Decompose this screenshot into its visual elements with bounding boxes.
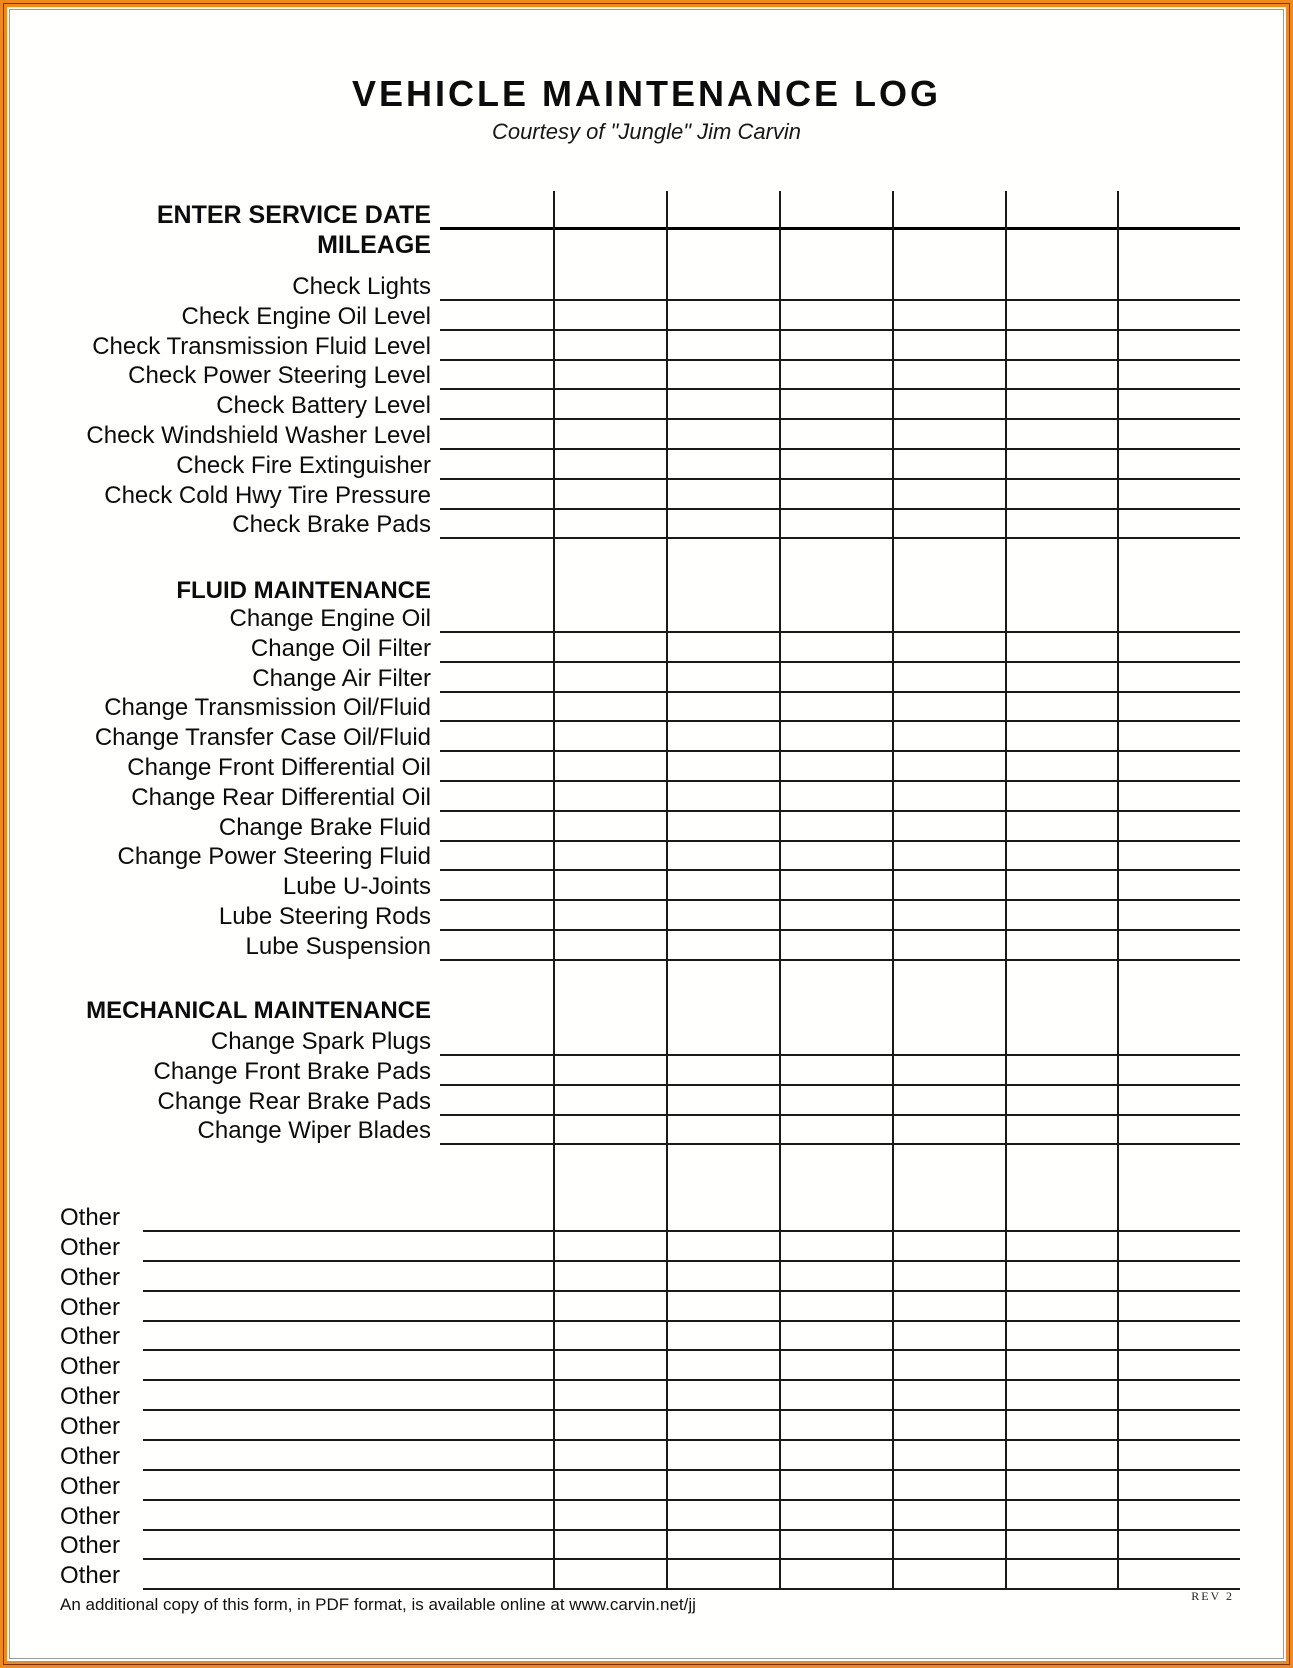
other-row	[60, 1556, 1240, 1590]
other-label: Other	[60, 1472, 121, 1500]
fluid-item-label: Lube Steering Rods	[218, 903, 431, 930]
service-date-row	[60, 196, 1240, 230]
fluid-item-label: Change Engine Oil	[229, 605, 431, 632]
other-label: Other	[60, 1233, 121, 1261]
grid-column-line	[892, 191, 894, 1590]
fluid-item-label: Change Front Differential Oil	[127, 754, 431, 781]
check-item-label: Check Battery Level	[216, 392, 431, 420]
other-label: Other	[60, 1562, 121, 1590]
section-title: FLUID MAINTENANCE	[176, 577, 431, 604]
entry-line[interactable]	[440, 959, 1240, 961]
grid-column-line	[1117, 191, 1119, 1590]
mechanical-item-label: Change Rear Brake Pads	[157, 1087, 431, 1115]
grid-column-line	[779, 191, 781, 1590]
service-date-label: ENTER SERVICE DATE	[156, 201, 431, 229]
mechanical-item-label: Change Spark Plugs	[210, 1028, 431, 1055]
check-item-label: Check Fire Extinguisher	[176, 451, 431, 479]
fluid-item-label: Lube Suspension	[245, 932, 431, 960]
entry-line[interactable]	[143, 1588, 1240, 1590]
mechanical-section-header	[60, 991, 1240, 1025]
fluid-item-label: Change Transmission Oil/Fluid	[104, 694, 431, 722]
other-label: Other	[60, 1204, 121, 1231]
check-item-label: Check Windshield Washer Level	[86, 422, 431, 449]
other-label: Other	[60, 1383, 121, 1411]
other-label: Other	[60, 1263, 121, 1291]
check-item-label: Check Brake Pads	[232, 511, 431, 539]
check-item-row	[60, 505, 1240, 539]
mechanical-item-label: Change Wiper Blades	[197, 1117, 431, 1145]
fluid-item-label: Change Oil Filter	[250, 634, 431, 662]
fluid-item-label: Change Brake Fluid	[218, 813, 431, 841]
check-item-label: Check Cold Hwy Tire Pressure	[104, 481, 431, 509]
other-label: Other	[60, 1412, 121, 1440]
mileage-label: MILEAGE	[317, 231, 431, 259]
mechanical-item-label: Change Front Brake Pads	[153, 1057, 431, 1085]
revision-label: REV 2	[1191, 1589, 1234, 1603]
other-label: Other	[60, 1502, 121, 1530]
fluid-item-label: Lube U-Joints	[282, 873, 431, 901]
entry-line[interactable]	[440, 537, 1240, 539]
other-label: Other	[60, 1323, 121, 1351]
check-item-label: Check Power Steering Level	[128, 362, 431, 390]
fluid-item-label: Change Rear Differential Oil	[131, 783, 431, 811]
check-item-label: Check Transmission Fluid Level	[92, 332, 431, 360]
check-item-label: Check Engine Oil Level	[181, 302, 431, 330]
grid-column-line	[666, 191, 668, 1590]
other-label: Other	[60, 1442, 121, 1470]
other-label: Other	[60, 1532, 121, 1560]
footer-note: An additional copy of this form, in PDF format, is available online at www.carvin.net/jj	[60, 1595, 696, 1614]
section-title: MECHANICAL MAINTENANCE	[86, 997, 431, 1024]
fluid-item-label: Change Air Filter	[252, 664, 431, 692]
grid-column-line	[1005, 191, 1007, 1590]
page-subtitle: Courtesy of "Jungle" Jim Carvin	[491, 119, 802, 144]
other-label: Other	[60, 1293, 121, 1321]
grid-column-line	[553, 191, 555, 1590]
mechanical-item-row	[60, 1111, 1240, 1145]
mileage-row	[60, 226, 1240, 260]
check-item-label: Check Lights	[292, 273, 431, 300]
entry-line[interactable]	[440, 1143, 1240, 1145]
fluid-item-row	[60, 927, 1240, 961]
fluid-item-label: Change Power Steering Fluid	[117, 843, 431, 871]
other-label: Other	[60, 1353, 121, 1381]
page-title: VEHICLE MAINTENANCE LOG	[351, 73, 941, 114]
fluid-item-label: Change Transfer Case Oil/Fluid	[94, 724, 431, 752]
